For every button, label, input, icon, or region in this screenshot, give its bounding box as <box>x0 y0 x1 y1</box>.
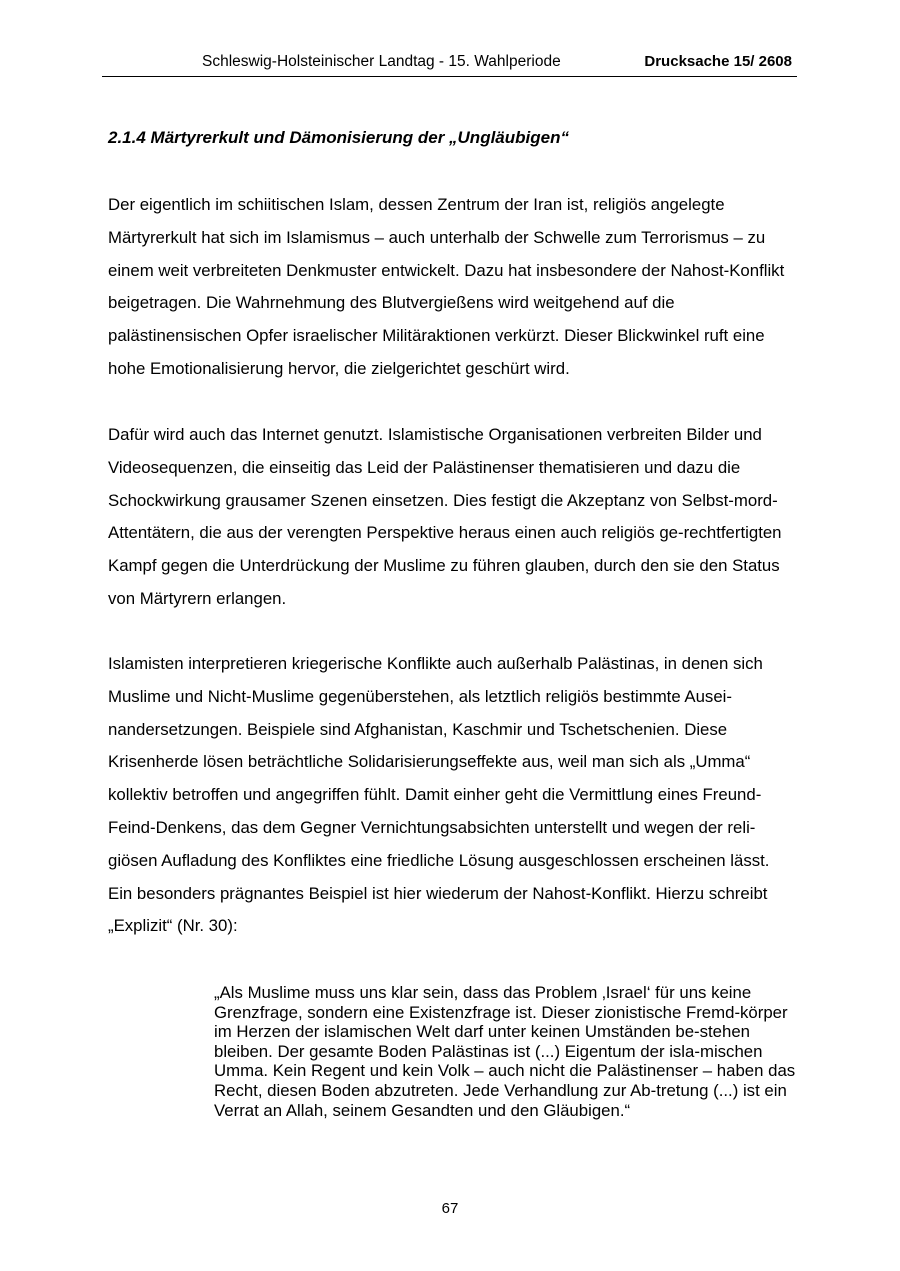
paragraph-3: Islamisten interpretieren kriegerische Konflikte auch außerhalb Palästinas, in denen sich Muslime und Nicht-Muslime gegenüberstehen, als letztlich religiös bestimmte Ausei-nandersetzungen. Beispiele sind Afghanistan, Kaschmir und Tschetschenien. Diese Krisenherde lösen beträchtliche Solidarisierungseffekte aus, weil man sich als „Umma“ kollektiv betroffen und angegriffen fühlt. Damit einher geht die Vermittlung eines Freund-Feind-Denkens, das dem Gegner Vernichtungsabsichten unterstellt und wegen der reli-giösen Aufladung des Konfliktes eine friedliche Lösung ausgeschlossen erscheinen lässt. Ein besonders prägnantes Beispiel ist hier wiederum der Nahost-Konflikt. Hierzu schreibt „Explizit“ (Nr. 30): <box>108 654 770 936</box>
block-quote: „Als Muslime muss uns klar sein, dass das Problem ‚Israel‘ für uns keine Grenzfrage, sondern eine Existenzfrage ist. Dieser zionistische Fremd-körper im Herzen der islamischen Welt darf unter keinen Umständen be-stehen bleiben. Der gesamte Boden Palästinas ist (...) Eigentum der isla-mischen Umma. Kein Regent und kein Volk – auch nicht die Palästinenser – haben das Recht, diesen Boden abzutreten. Jede Verhandlung zur Ab-tretung (...) ist ein Verrat an Allah, seinem Gesandten und den Gläubigen.“ <box>214 983 796 1120</box>
page-number: 67 <box>441 1200 459 1217</box>
header-title: Schleswig-Holsteinischer Landtag - 15. Wahlperiode <box>202 53 561 70</box>
section-heading: 2.1.4 Märtyrerkult und Dämonisierung der „Ungläubigen“ <box>108 128 569 147</box>
paragraph-1: Der eigentlich im schiitischen Islam, dessen Zentrum der Iran ist, religiös angelegte Märtyrerkult hat sich im Islamismus – auch unterhalb der Schwelle zum Terrorismus – zu einem weit verbreiteten Denkmuster entwickelt. Dazu hat insbesondere der Nahost-Konflikt beigetragen. Die Wahrnehmung des Blutvergießens wird weitgehend auf die palästinensischen Opfer israelischer Militäraktionen verkürzt. Dieser Blickwinkel ruft eine hohe Emotionalisierung hervor, die zielgerichtet geschürt wird. <box>108 195 785 378</box>
page-header <box>102 52 797 77</box>
document-number: Drucksache 15/ 2608 <box>644 53 792 70</box>
paragraph-2: Dafür wird auch das Internet genutzt. Islamistische Organisationen verbreiten Bilder und Videosequenzen, die einseitig das Leid der Palästinenser thematisieren und dazu die Schockwirkung grausamer Szenen einsetzen. Dies festigt die Akzeptanz von Selbst-mord-Attentätern, die aus der verengten Perspektive heraus einen auch religiös ge-rechtfertigten Kampf gegen die Unterdrückung der Muslime zu führen glauben, durch den sie den Status von Märtyrern erlangen. <box>108 425 782 608</box>
